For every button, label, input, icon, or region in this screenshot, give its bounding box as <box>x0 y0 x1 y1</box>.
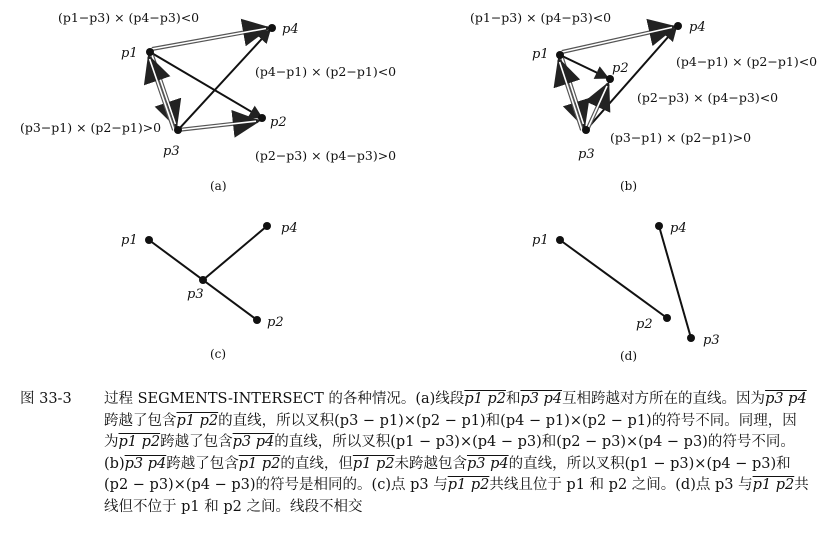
segment-ref-p1p2: p1 p2 <box>447 477 490 494</box>
label-p4: p4 <box>281 221 298 236</box>
label-p1: p1 <box>532 47 549 62</box>
segment-p3-p4 <box>203 226 267 280</box>
label-p1: p1 <box>532 233 549 248</box>
point-p4 <box>674 22 682 30</box>
segment-ref-p1p2: p1 p2 <box>464 391 506 407</box>
panel-b-label: (b) <box>620 179 638 193</box>
segment-ref-p3p4: p3 p4 <box>520 391 563 407</box>
formula-b-mid: (p2−p3) × (p4−p3)<0 <box>637 90 779 105</box>
point-p1 <box>146 48 154 56</box>
point-p2 <box>663 314 671 322</box>
formula-a-right: (p4−p1) × (p2−p1)<0 <box>255 64 397 79</box>
panel-a-label: (a) <box>210 179 227 193</box>
segment-p1-p2 <box>560 240 667 318</box>
point-p1 <box>556 51 564 59</box>
segment-ref-p1p2: p1 p2 <box>352 455 395 472</box>
point-p2 <box>258 114 266 122</box>
label-p2: p2 <box>267 315 284 330</box>
caption-text: 过程 SEGMENTS-INTERSECT 的各种情况。(a)线段p1 p2和p3 p4互相跨越对方所在的直线。因为p3 p4跨越了包含p1 p2的直线，所以叉积(p3 − p1)×(p2 − p1)和(p4 − p1)×(p2 − p1)的符号不同。同理，因为p1 p2跨越了包含p3 p4的直线，所以叉积(p1 − p3)×(p4 − p3)和(p2 − p3)×(p4 − p3)的符号不同。(b)p3 p4跨越了包含p1 p2的直线，但p1 p2未跨越包含p3 p4的直线，所以叉积(p1 − p3)×(p4 − p3)和(p2 − p3)×(p4 − p3)的符号是相同的。(c)点 p3 与p1 p2共线且位于 p1 和 p2 之间。(d)点 p3 与p1 p2共线但不位于 p1 和 p2 之间。线段不相交 <box>104 391 809 515</box>
segment-ref-p3p4: p3 p4 <box>232 434 275 451</box>
point-p3 <box>582 126 590 134</box>
point-p4 <box>655 222 663 230</box>
point-p3 <box>687 334 695 342</box>
label-p4: p4 <box>670 221 687 236</box>
label-p2: p2 <box>636 317 653 332</box>
panel-d-label: (d) <box>620 349 638 363</box>
point-p1 <box>556 236 564 244</box>
label-p3: p3 <box>703 333 720 348</box>
label-p1: p1 <box>121 233 138 248</box>
segment-ref-p3p4: p3 p4 <box>466 455 509 472</box>
formula-a-left: (p3−p1) × (p2−p1)>0 <box>20 120 162 135</box>
point-p2 <box>253 316 261 324</box>
panel-b <box>470 10 817 193</box>
formula-a-top: (p1−p3) × (p4−p3)<0 <box>58 10 200 25</box>
figure-caption <box>20 389 810 519</box>
label-p2: p2 <box>270 115 287 130</box>
label-p4: p4 <box>282 22 299 37</box>
panel-a <box>20 10 396 193</box>
segment-p3-p4 <box>659 226 691 338</box>
point-p4 <box>263 222 271 230</box>
formula-b-bottom: (p3−p1) × (p2−p1)>0 <box>610 130 752 145</box>
label-p3: p3 <box>187 287 204 302</box>
figure-number: 图 33-3 <box>20 391 72 407</box>
segment-ref-p1p2: p1 p2 <box>238 455 281 472</box>
point-p3 <box>174 126 182 134</box>
formula-b-top: (p1−p3) × (p4−p3)<0 <box>470 10 612 25</box>
point-p2 <box>606 75 614 83</box>
panel-d <box>532 221 720 363</box>
label-p1: p1 <box>121 46 138 61</box>
segment-ref-p3p4: p3 p4 <box>124 455 167 472</box>
point-p4 <box>268 24 276 32</box>
label-p3: p3 <box>163 144 180 159</box>
segment-ref-p1p2: p1 p2 <box>752 477 795 494</box>
label-p4: p4 <box>689 20 706 35</box>
formula-a-bottom: (p2−p3) × (p4−p3)>0 <box>255 148 397 163</box>
panel-c-label: (c) <box>210 347 227 361</box>
segment-ref-p3p4: p3 p4 <box>765 391 807 407</box>
point-p3 <box>199 276 207 284</box>
formula-b-right: (p4−p1) × (p2−p1)<0 <box>676 54 818 69</box>
label-p2: p2 <box>612 61 629 76</box>
label-p3: p3 <box>578 147 595 162</box>
segment-ref-p1p2: p1 p2 <box>118 434 161 451</box>
segment-ref-p1p2: p1 p2 <box>176 412 219 429</box>
point-p1 <box>145 236 153 244</box>
panel-c <box>121 221 298 361</box>
